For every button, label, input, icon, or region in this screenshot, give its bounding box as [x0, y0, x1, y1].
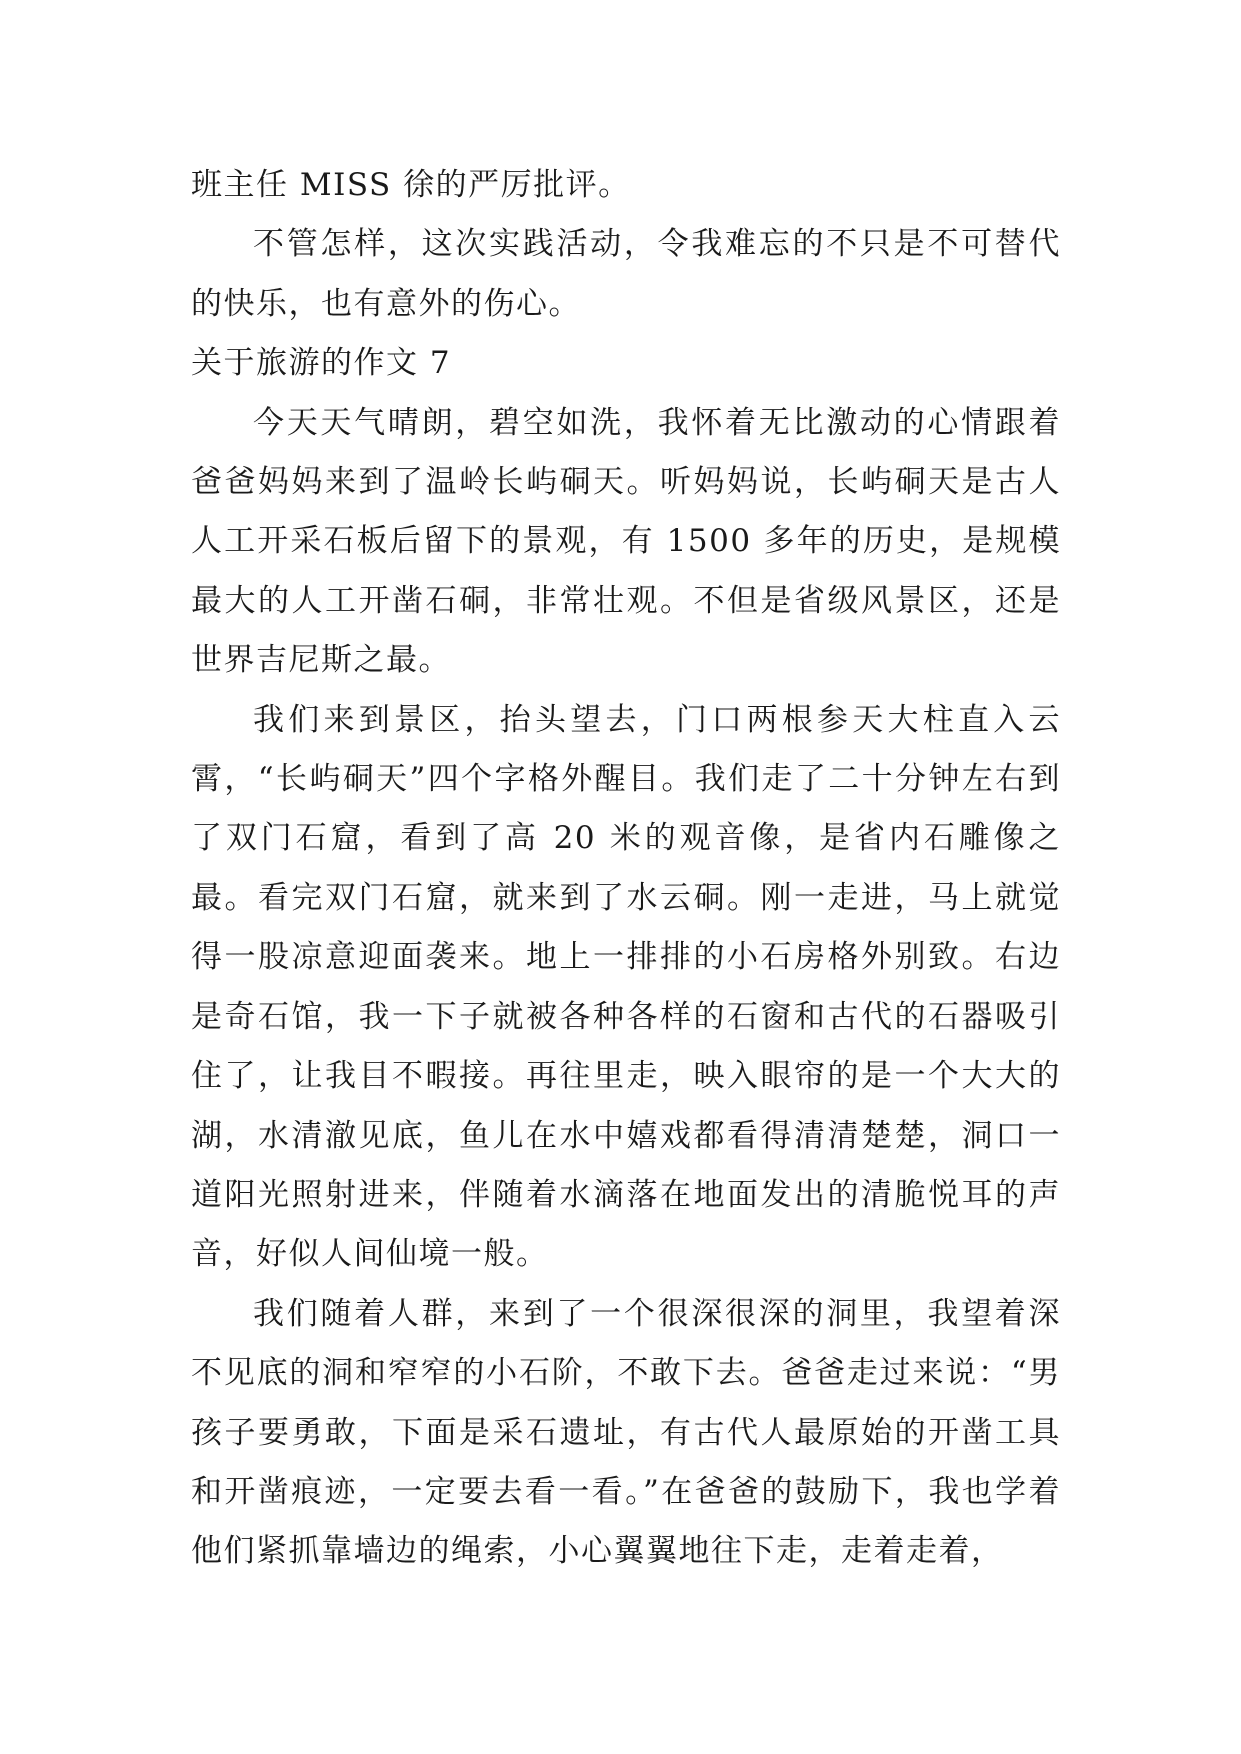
paragraph-2: 不管怎样，这次实践活动，令我难忘的不只是不可替代的快乐，也有意外的伤心。: [191, 226, 1061, 322]
section-title: 关于旅游的作文 7: [191, 345, 452, 382]
document-body: [191, 156, 1061, 1582]
paragraph-1: 班主任 MISS 徐的严厉批评。: [191, 167, 631, 203]
paragraph-5: 我们随着人群，来到了一个很深很深的洞里，我望着深不见底的洞和窄窄的小石阶，不敢下去。爸爸走过来说：“男孩子要勇敢，下面是采石遗址，有古代人最原始的开凿工具和开凿痕迹，一定要去看一看。”在爸爸的鼓励下，我也学着他们紧抓靠墙边的绳索，小心翼翼地往下走，走着走着，: [191, 1295, 1061, 1570]
paragraph-3: 今天天气晴朗，碧空如洗，我怀着无比激动的心情跟着爸爸妈妈来到了温岭长屿硐天。听妈妈说，长屿硐天是古人人工开采石板后留下的景观，有 1500 多年的历史，是规模最大的人工开凿石硐，非常壮观。不但是省级风景区，还是世界吉尼斯之最。: [191, 404, 1061, 679]
paragraph-4: 我们来到景区，抬头望去，门口两根参天大柱直入云霄，“长屿硐天”四个字格外醒目。我们走了二十分钟左右到了双门石窟，看到了高 20 米的观音像，是省内石雕像之最。看完双门石窟，就来到了水云硐。刚一走进，马上就觉得一股凉意迎面袭来。地上一排排的小石房格外别致。右边是奇石馆，我一下子就被各种各样的石窗和古代的石器吸引住了，让我目不暇接。再往里走，映入眼帘的是一个大大的湖，水清澈见底，鱼儿在水中嬉戏都看得清清楚楚，洞口一道阳光照射进来，伴随着水滴落在地面发出的清脆悦耳的声音，好似人间仙境一般。: [191, 701, 1061, 1273]
